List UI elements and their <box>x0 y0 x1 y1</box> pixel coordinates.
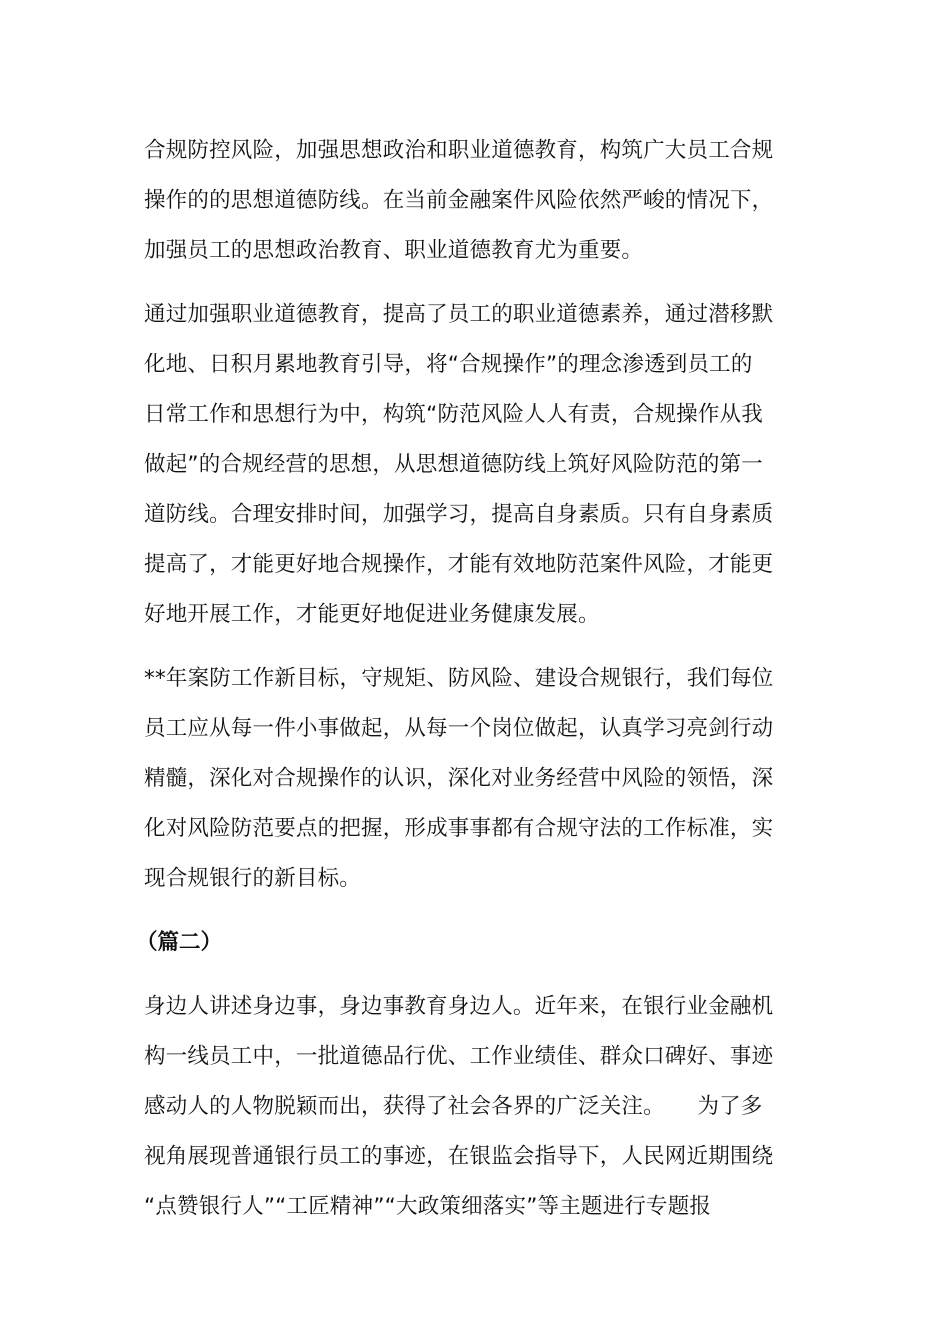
text-line: 精髓，深化对合规操作的认识，深化对业务经营中风险的领悟，深 <box>144 766 774 791</box>
text-line: 提高了，才能更好地合规操作，才能有效地防范案件风险，才能更 <box>144 552 774 577</box>
text-line: 好地开展工作，才能更好地促进业务健康发展。 <box>144 602 600 627</box>
text-line: 化对风险防范要点的把握，形成事事都有合规守法的工作标准，实 <box>144 816 774 841</box>
text-line: “点赞银行人”“工匠精神”“大政策细落实”等主题进行专题报 <box>144 1194 712 1219</box>
text-line: 员工应从每一件小事做起，从每一个岗位做起，认真学习亮剑行动 <box>144 716 774 741</box>
section-heading: （篇二） <box>136 930 223 955</box>
text-line: 身边人讲述身边事，身边事教育身边人。近年来，在银行业金融机 <box>144 994 774 1019</box>
document-body <box>136 126 796 1246</box>
text-line: 通过加强职业道德教育，提高了员工的职业道德素养，通过潜移默 <box>144 302 774 327</box>
text-line: 构一线员工中，一批道德品行优、工作业绩佳、群众口碑好、事迹 <box>144 1044 774 1069</box>
text-line: 操作的的思想道德防线。在当前金融案件风险依然严峻的情况下， <box>144 188 774 213</box>
text-line: **年案防工作新目标，守规矩、防风险、建设合规银行，我们每位 <box>144 666 774 691</box>
text-line: 视角展现普通银行员工的事迹，在银监会指导下，人民网近期围绕 <box>144 1144 774 1169</box>
text-line: 日常工作和思想行为中，构筑“防范风险人人有责，合规操作从我 <box>144 402 763 427</box>
text-line: 化地、日积月累地教育引导，将“合规操作”的理念渗透到员工的 <box>144 352 753 377</box>
text-line: 感动人的人物脱颖而出，获得了社会各界的广泛关注。 为了多 <box>144 1094 763 1119</box>
paragraph-4 <box>144 982 796 1232</box>
text-line: 加强员工的思想政治教育、职业道德教育尤为重要。 <box>144 238 644 263</box>
paragraph-1 <box>144 126 796 276</box>
text-line: 道防线。合理安排时间，加强学习，提高自身素质。只有自身素质 <box>144 502 774 527</box>
text-line: 现合规银行的新目标。 <box>144 866 362 891</box>
text-line: 合规防控风险，加强思想政治和职业道德教育，构筑广大员工合规 <box>144 138 774 163</box>
text-line: 做起”的合规经营的思想，从思想道德防线上筑好风险防范的第一 <box>144 452 763 477</box>
paragraph-2 <box>144 290 796 640</box>
paragraph-3 <box>144 654 796 904</box>
